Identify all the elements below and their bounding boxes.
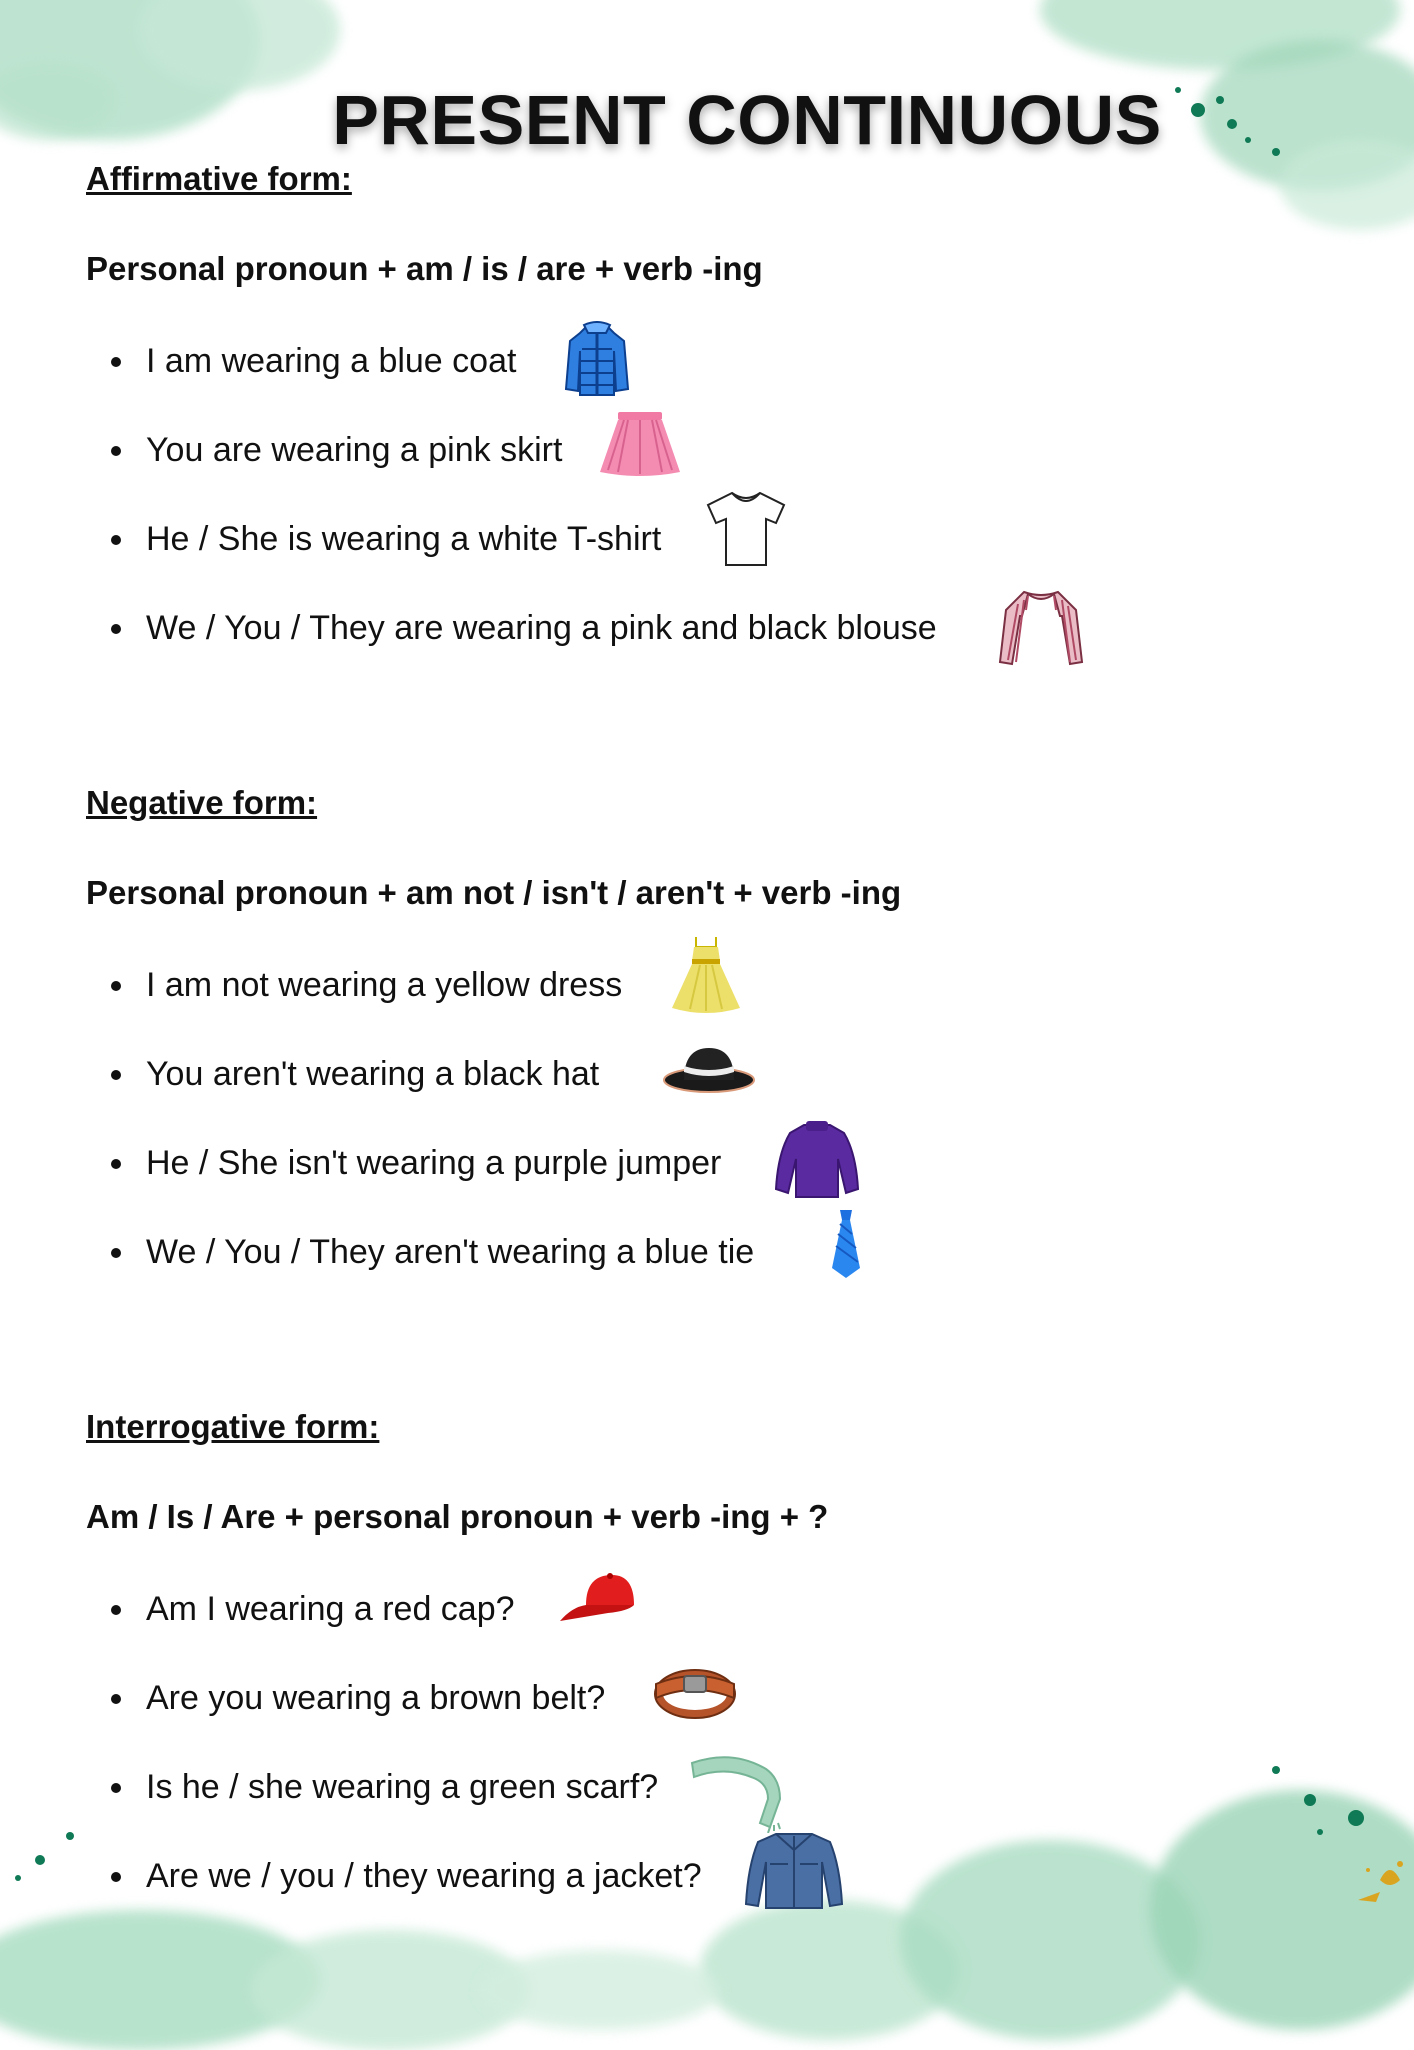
striped-blouse-icon bbox=[998, 588, 1084, 668]
blue-coat-icon bbox=[564, 321, 630, 397]
list-item-text: Is he / she wearing a green scarf? bbox=[146, 1768, 659, 1806]
bullet bbox=[111, 1159, 121, 1169]
bullet bbox=[111, 535, 121, 545]
pink-skirt-icon bbox=[598, 410, 682, 478]
section-heading: Negative form: bbox=[86, 784, 318, 821]
bullet bbox=[111, 1070, 121, 1080]
bullet bbox=[111, 1248, 121, 1258]
list-item-text: He / She is wearing a white T-shirt bbox=[146, 520, 662, 558]
list-item-text: Are we / you / they wearing a jacket? bbox=[146, 1857, 702, 1895]
bullet bbox=[111, 624, 121, 634]
list-item-text: We / You / They aren't wearing a blue tie bbox=[146, 1233, 755, 1271]
page-title: PRESENT CONTINUOUS bbox=[332, 81, 1162, 159]
list-item-text: He / She isn't wearing a purple jumper bbox=[146, 1144, 722, 1182]
list-item-text: I am wearing a blue coat bbox=[146, 342, 517, 380]
section-formula: Am / Is / Are + personal pronoun + verb -ing + ? bbox=[86, 1498, 829, 1535]
list-item-text: Am I wearing a red cap? bbox=[146, 1590, 515, 1628]
bullet bbox=[111, 981, 121, 991]
bullet bbox=[111, 357, 121, 367]
splatter-bottom-right bbox=[1260, 1760, 1414, 1920]
splatter-bottom-left bbox=[0, 1820, 90, 1890]
white-tshirt-icon bbox=[704, 489, 788, 569]
red-cap-icon bbox=[558, 1571, 640, 1625]
list-item-text: Are you wearing a brown belt? bbox=[146, 1679, 606, 1717]
bullet bbox=[111, 446, 121, 456]
purple-jumper-icon bbox=[774, 1119, 860, 1199]
denim-jacket-icon bbox=[740, 1830, 848, 1912]
list-item-text: You aren't wearing a black hat bbox=[146, 1055, 600, 1093]
interrogative-section bbox=[86, 1408, 829, 1895]
list-item-text: I am not wearing a yellow dress bbox=[146, 966, 623, 1004]
list-item-text: You are wearing a pink skirt bbox=[146, 431, 563, 469]
bullet bbox=[111, 1694, 121, 1704]
bullet bbox=[111, 1605, 121, 1615]
section-formula: Personal pronoun + am / is / are + verb -ing bbox=[86, 250, 763, 287]
brown-belt-icon bbox=[652, 1662, 738, 1722]
section-formula: Personal pronoun + am not / isn't / aren't + verb -ing bbox=[86, 874, 902, 911]
blue-tie-icon bbox=[828, 1208, 864, 1280]
bullet bbox=[111, 1783, 121, 1793]
section-heading: Interrogative form: bbox=[86, 1408, 380, 1445]
negative-section bbox=[86, 784, 902, 1271]
list-item-text: We / You / They are wearing a pink and black blouse bbox=[146, 609, 937, 647]
section-heading: Affirmative form: bbox=[86, 160, 352, 197]
green-scarf-icon bbox=[688, 1753, 792, 1833]
yellow-dress-icon bbox=[670, 935, 742, 1015]
bullet bbox=[111, 1872, 121, 1882]
black-hat-icon bbox=[662, 1042, 756, 1096]
affirmative-section bbox=[86, 160, 937, 647]
